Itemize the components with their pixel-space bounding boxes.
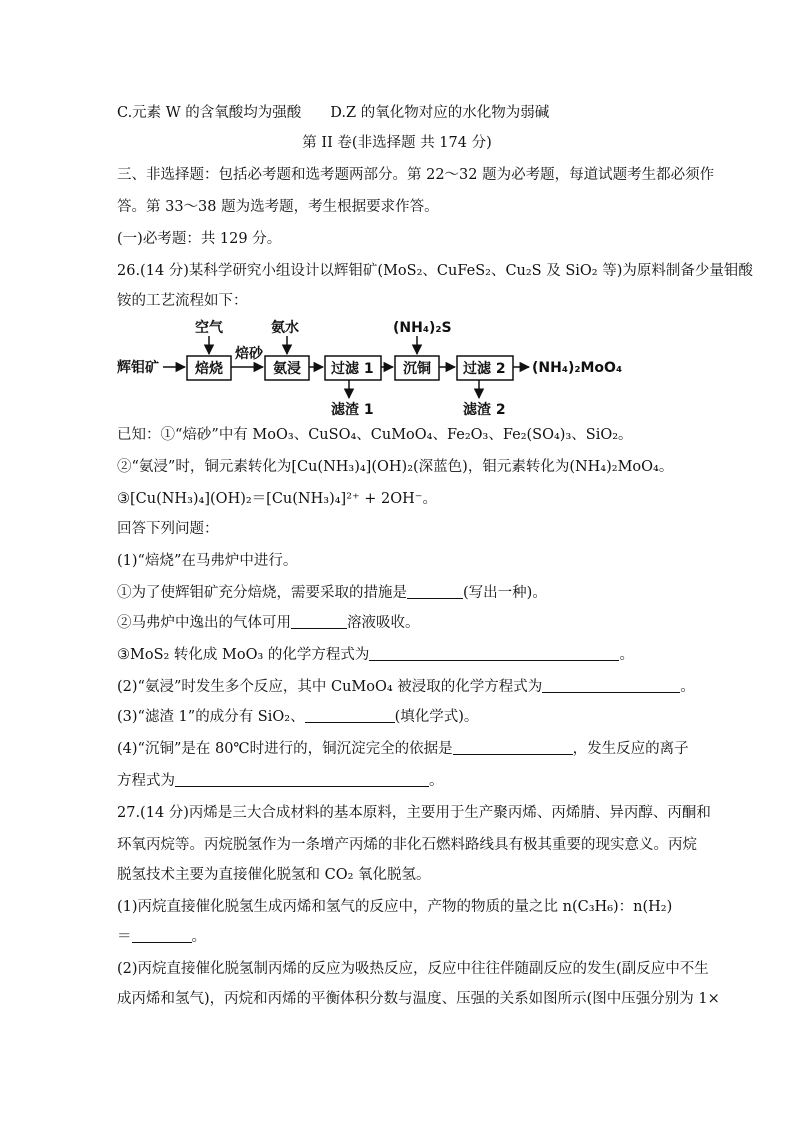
q27-stem-1: 27.(14 分)丙烯是三大合成材料的基本原料，主要用于生产聚丙烯、丙烯腈、异丙醇、丙酮和 xyxy=(117,805,711,821)
answer-blank[interactable] xyxy=(407,584,463,599)
flow-input-ammonia: 氨水 xyxy=(271,320,299,336)
answer-blank[interactable] xyxy=(291,614,347,629)
q26-3-text: (3)“滤渣 1”的成分有 SiO₂、 xyxy=(117,709,305,725)
answer-prompt: 回答下列问题： xyxy=(117,521,219,537)
flow-input-ammonium-sulfide: (NH₄)₂S xyxy=(393,320,452,336)
q26-3-tail: (填化学式)。 xyxy=(394,709,479,725)
answer-blank[interactable] xyxy=(132,928,192,943)
flow-input-air: 空气 xyxy=(195,320,223,336)
q27-1-cont-text: ＝ xyxy=(117,929,132,945)
flow-out-residue-1: 滤渣 1 xyxy=(331,402,374,418)
flow-mid-calcine: 焙砂 xyxy=(235,346,263,362)
flow-start-label: 辉钼矿 xyxy=(117,360,159,376)
q26-1-b xyxy=(117,614,420,632)
q26-1-c-tail: 。 xyxy=(619,647,634,663)
q26-4-cont-text: 方程式为 xyxy=(117,773,175,789)
q26-1-c-text: ③MoS₂ 转化成 MoO₃ 的化学方程式为 xyxy=(117,647,370,663)
section-title: 第 II 卷(非选择题 共 174 分) xyxy=(302,135,492,151)
flow-box-roast: 焙烧 xyxy=(195,361,223,377)
q27-1-cont-tail: 。 xyxy=(191,929,206,945)
flow-end-product: (NH₄)₂MoO₄ xyxy=(532,360,623,376)
flow-box-filter-1: 过滤 1 xyxy=(331,361,374,377)
known-2: ②“氨浸”时，铜元素转化为[Cu(NH₃)₄](OH)₂(深蓝色)，钼元素转化为(NH₄)₂MoO₄。 xyxy=(117,459,674,475)
q26-1-a xyxy=(117,584,547,602)
q27-stem-2: 环氧丙烷等。丙烷脱氢作为一条增产丙烯的非化石燃料路线具有极其重要的现实意义。丙烷 xyxy=(117,837,697,853)
q26-4 xyxy=(117,740,689,758)
q26-4-tail: ，发生反应的离子 xyxy=(572,741,689,757)
answer-blank[interactable] xyxy=(542,678,680,693)
flow-box-copper-precip: 沉铜 xyxy=(403,361,431,377)
q26-2-text: (2)“氨浸”时发生多个反应，其中 CuMoO₄ 被浸取的化学方程式为 xyxy=(117,679,543,695)
q27-stem-3: 脱氢技术主要为直接催化脱氢和 CO₂ 氧化脱氢。 xyxy=(117,867,431,883)
q26-1-stem: (1)“焙烧”在马弗炉中进行。 xyxy=(117,553,298,569)
q27-2-line-1: (2)丙烷直接催化脱氢制丙烯的反应为吸热反应，反应中往往伴随副反应的发生(副反应中不生 xyxy=(117,961,709,977)
q26-1-a-tail: (写出一种)。 xyxy=(463,585,547,601)
instruction-line-2: 答。第 33～38 题为选考题，考生根据要求作答。 xyxy=(117,199,439,215)
q26-1-b-tail: 溶液吸收。 xyxy=(347,615,420,631)
q26-1-b-text: ②马弗炉中逸出的气体可用 xyxy=(117,615,291,631)
answer-blank[interactable] xyxy=(305,708,395,723)
q26-1-a-text: ①为了使辉钼矿充分焙烧，需要采取的措施是 xyxy=(117,585,407,601)
answer-blank[interactable] xyxy=(175,772,429,787)
q26-2-tail: 。 xyxy=(680,679,695,695)
flow-out-residue-2: 滤渣 2 xyxy=(463,402,506,418)
q26-stem-2: 铵的工艺流程如下： xyxy=(117,293,248,309)
flow-box-ammonia-leach: 氨浸 xyxy=(273,361,301,377)
q27-2-line-2: 成丙烯和氢气)，丙烷和丙烯的平衡体积分数与温度、压强的关系如图所示(图中压强分别为 1× xyxy=(117,991,720,1007)
answer-blank[interactable] xyxy=(453,740,573,755)
q26-1-c xyxy=(117,646,634,664)
q26-4-cont xyxy=(117,772,444,790)
known-1: 已知：①“焙砂”中有 MoO₃、CuSO₄、CuMoO₄、Fe₂O₃、Fe₂(SO₄)₃、SiO₂。 xyxy=(117,427,633,443)
instruction-line-1: 三、非选择题：包括必考题和选考题两部分。第 22～32 题为必考题，每道试题考生都必须作 xyxy=(117,167,715,183)
q26-3 xyxy=(117,708,478,726)
required-header: (一)必考题：共 129 分。 xyxy=(117,231,282,247)
known-3: ③[Cu(NH₃)₄](OH)₂＝[Cu(NH₃)₄]²⁺ + 2OH⁻。 xyxy=(117,491,437,507)
option-c-d: C.元素 W 的含氧酸均为强酸 D.Z 的氧化物对应的水化物为弱碱 xyxy=(117,105,550,121)
q26-4-cont-tail: 。 xyxy=(429,773,444,789)
q27-1-cont xyxy=(117,928,206,946)
process-flow-diagram xyxy=(117,314,637,418)
answer-blank[interactable] xyxy=(369,646,619,661)
q27-1: (1)丙烷直接催化脱氢生成丙烯和氢气的反应中，产物的物质的量之比 n(C₃H₆)：n(H₂) xyxy=(117,899,673,915)
q26-stem-1: 26.(14 分)某科学研究小组设计以辉钼矿(MoS₂、CuFeS₂、Cu₂S 及 SiO₂ 等)为原料制备少量钼酸 xyxy=(117,263,753,279)
q26-4-text: (4)“沉铜”是在 80℃时进行的，铜沉淀完全的依据是 xyxy=(117,741,453,757)
flow-box-filter-2: 过滤 2 xyxy=(463,361,506,377)
q26-2 xyxy=(117,678,695,696)
